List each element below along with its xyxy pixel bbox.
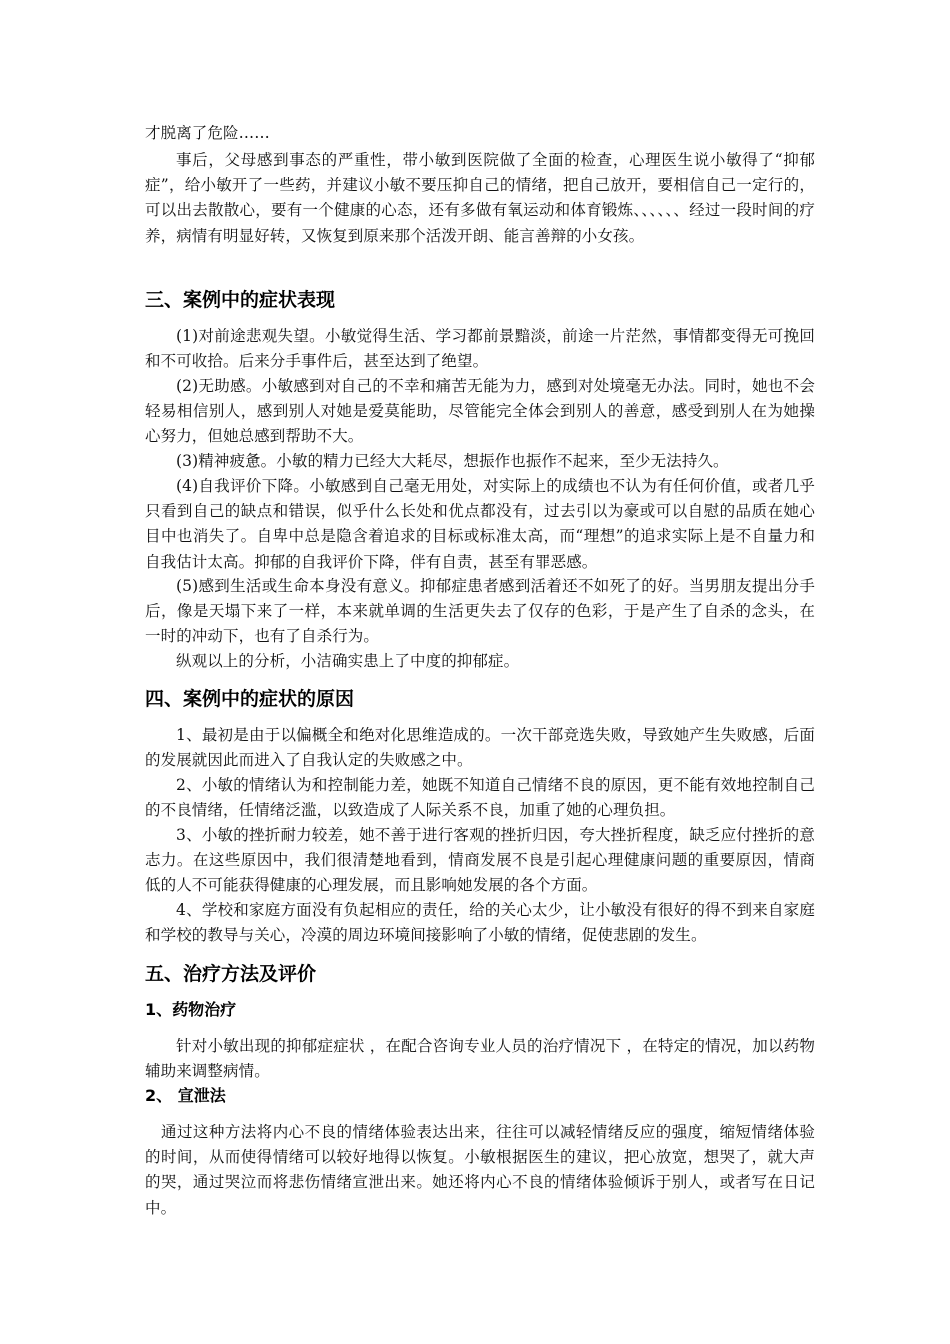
symptom-1-paragraph: (1)对前途悲观失望。小敏觉得生活、学习都前景黯淡，前途一片茫然，事情都变得无可挽回和不可收拾。后来分手事件后，甚至达到了绝望。 — [145, 327, 815, 371]
cause-1-paragraph: 1、最初是由于以偏概全和绝对化思维造成的。一次干部竞选失败，导致她产生失败感，后面的发展就因此而进入了自我认定的失败感之中。 — [145, 726, 815, 770]
medication-subheading: 1、药物治疗 — [145, 1000, 237, 1019]
intro-ending-paragraph: 才脱离了危险…… — [145, 124, 270, 142]
cause-3-paragraph: 3、小敏的挫折耐力较差，她不善于进行客观的挫折归因，夸大挫折程度，缺乏应付挫折的意志力。在这些原因中，我们很清楚地看到，情商发展不良是引起心理健康问题的重要原因，情商低的人不可能获得健康的心理发展，而且影响她发展的各个方面。 — [145, 826, 815, 895]
symptom-2-paragraph: (2)无助感。小敏感到对自己的不幸和痛苦无能为力，感到对处境毫无办法。同时，她也不会轻易相信别人，感到别人对她是爱莫能助，尽管能完全体会到别人的善意，感受到别人在为她操心努力，但她总感到帮助不大。 — [145, 377, 815, 446]
cause-2-paragraph: 2、小敏的情绪认为和控制能力差，她既不知道自己情绪不良的原因，更不能有效地控制自己的不良情绪，任情绪泛滥，以致造成了人际关系不良，加重了她的心理负担。 — [145, 776, 815, 820]
section-5-heading: 五、治疗方法及评价 — [145, 963, 317, 985]
aftermath-paragraph: 事后，父母感到事态的严重性，带小敏到医院做了全面的检查，心理医生说小敏得了“抑郁症”，给小敏开了一些药，并建议小敏不要压抑自己的情绪，把自己放开，要相信自己一定行的，可以出去散散心，要有一个健康的心态，还有多做有氧运动和体育锻炼、、、、、、经过一段时间的疗养，病情有明显好转，又恢复到原来那个活泼开朗、能言善辩的小女孩。 — [145, 151, 815, 245]
medication-paragraph: 针对小敏出现的抑郁症症状 ，在配合咨询专业人员的治疗情况下 ，在特定的情况，加以药物辅助来调整病情。 — [145, 1037, 815, 1081]
symptom-3-paragraph: (3)精神疲惫。小敏的精力已经大大耗尽，想振作也振作不起来，至少无法持久。 — [176, 452, 729, 470]
section-4-heading: 四、案例中的症状的原因 — [145, 688, 355, 710]
symptom-4-paragraph: (4)自我评价下降。小敏感到自己毫无用处，对实际上的成绩也不认为有任何价值，或者几乎只看到自己的缺点和错误，似乎什么长处和优点都没有，过去引以为豪或可以自慰的品质在她心目中也消失了。自卑中总是隐含着追求的目标或标准太高，而“理想”的追求实际上是不自量力和自我估计太高。抑郁的自我评价下降，伴有自责，甚至有罪恶感。 — [145, 477, 815, 571]
section-3-conclusion: 纵观以上的分析，小洁确实患上了中度的抑郁症。 — [176, 652, 520, 670]
catharsis-subheading: 2、 宣泄法 — [145, 1086, 226, 1105]
symptom-5-paragraph: (5)感到生活或生命本身没有意义。抑郁症患者感到活着还不如死了的好。当男朋友提出分手后，像是天塌下来了一样，本来就单调的生活更失去了仅存的色彩，于是产生了自杀的念头，在一时的冲动下，也有了自杀行为。 — [145, 577, 815, 646]
cause-4-paragraph: 4、学校和家庭方面没有负起相应的责任，给的关心太少，让小敏没有很好的得不到来自家庭和学校的教导与关心，冷漠的周边环境间接影响了小敏的情绪，促使悲剧的发生。 — [145, 901, 815, 945]
catharsis-paragraph: 通过这种方法将内心不良的情绪体验表达出来，往往可以减轻情绪反应的强度，缩短情绪体验的时间，从而使得情绪可以较好地得以恢复。小敏根据医生的建议，把心放宽，想哭了，就大声的哭，通过哭泣而将悲伤情绪宣泄出来。她还将内心不良的情绪体验倾诉于别人，或者写在日记中。 — [145, 1123, 815, 1217]
section-3-heading: 三、案例中的症状表现 — [145, 289, 336, 311]
